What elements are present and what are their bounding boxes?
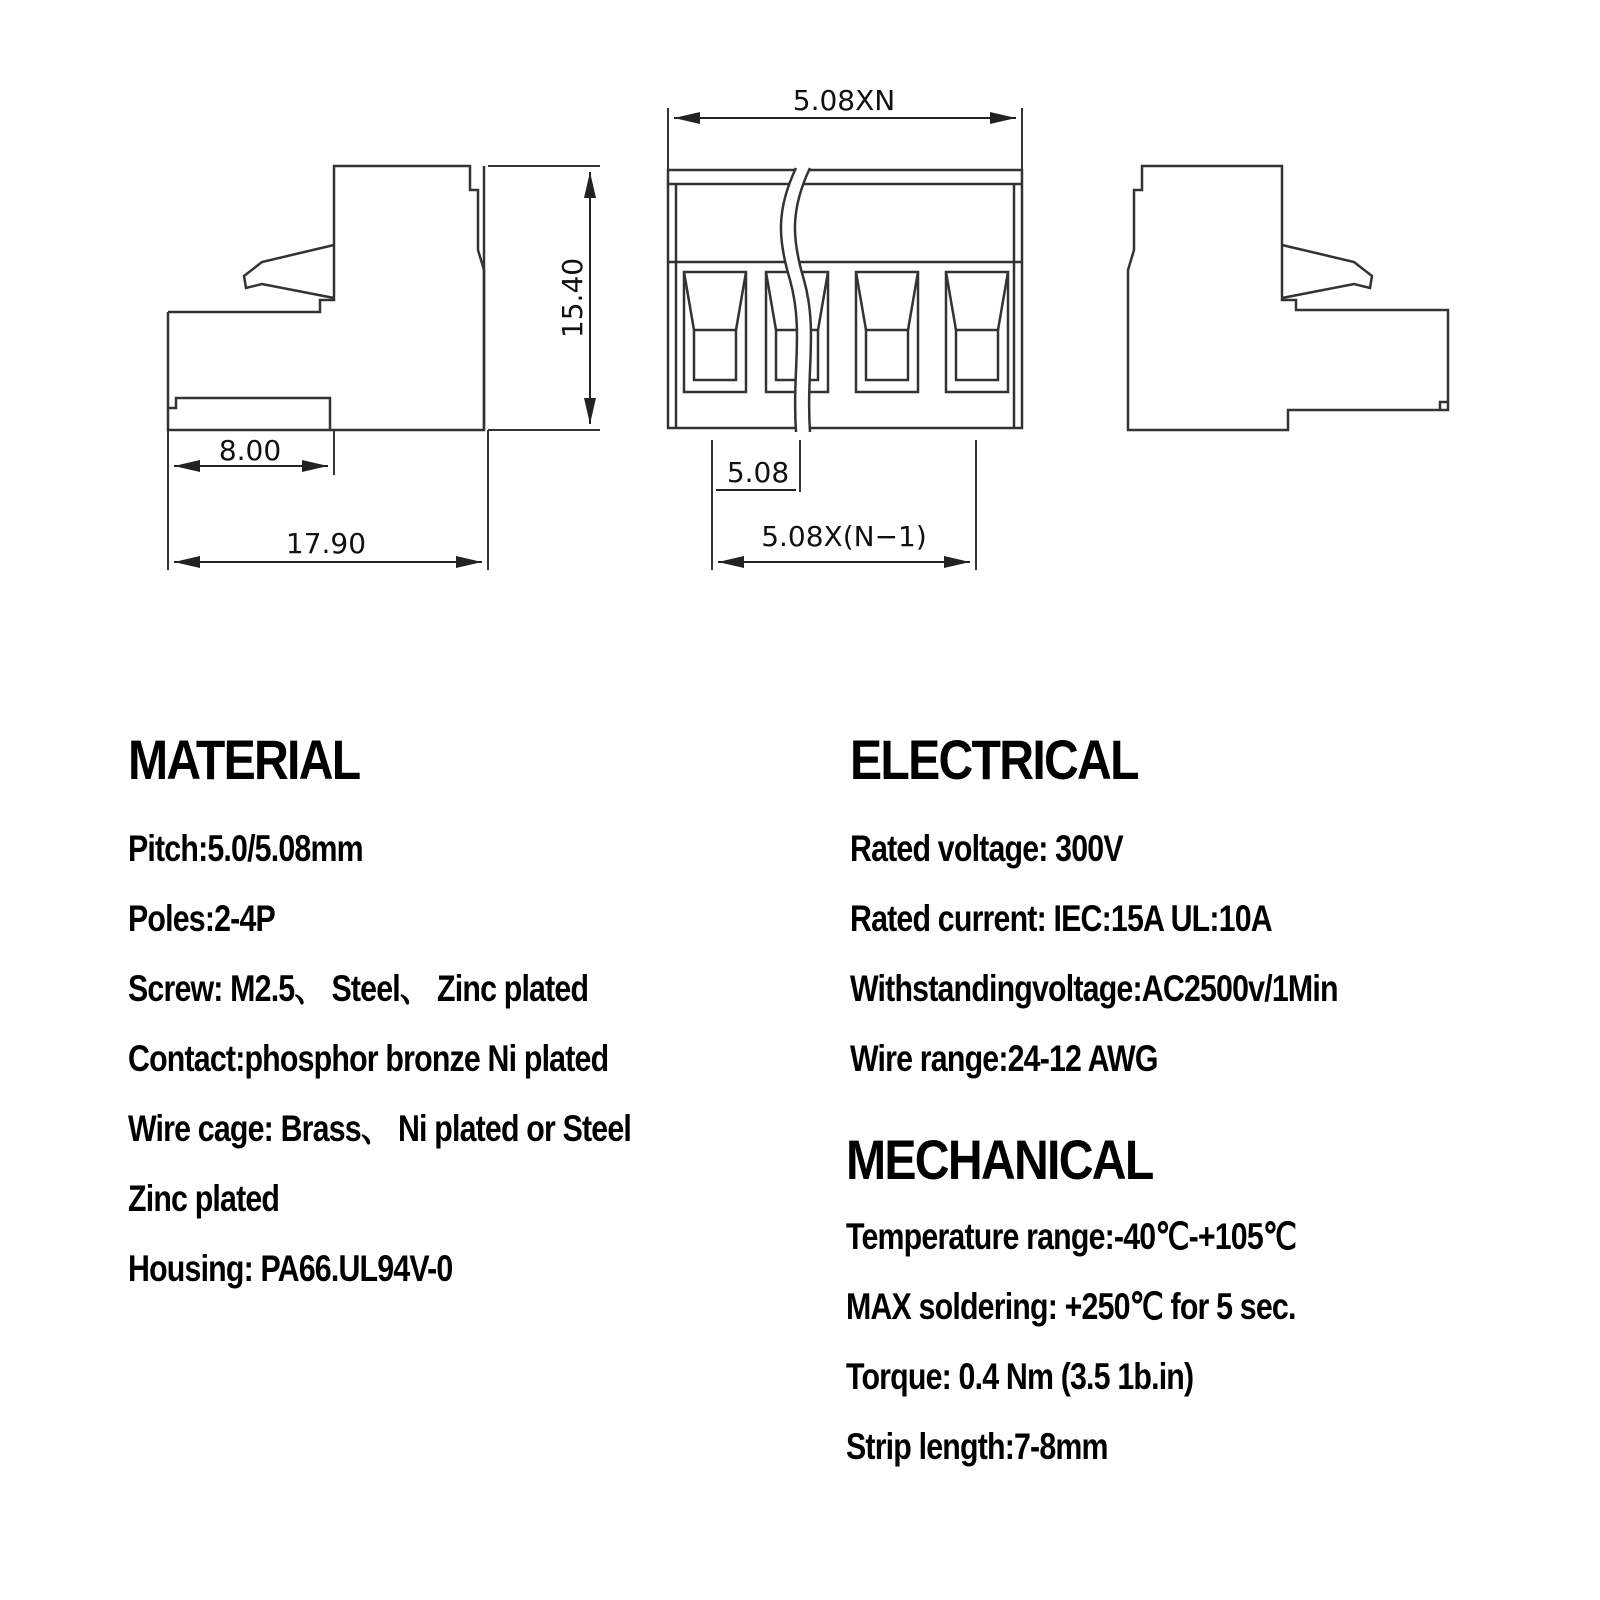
material-item: Pitch:5.0/5.08mm [128, 828, 363, 869]
material-section [128, 728, 768, 1292]
material-item: Housing: PA66.UL94V-0 [128, 1248, 453, 1289]
electrical-item: Wire range:24-12 AWG [850, 1038, 1158, 1079]
material-item: Screw: M2.5、 Steel、 Zinc plated [128, 968, 589, 1009]
material-item: Poles:2-4P [128, 898, 275, 939]
electrical-heading: ELECTRICAL [850, 728, 1138, 791]
mechanical-section [846, 1128, 1546, 1492]
terminal-slot [684, 272, 746, 392]
dim-total-width-label: 5.08XN [792, 84, 896, 117]
dim-pin-span-label: 5.08X(N−1) [761, 520, 927, 553]
technical-drawing [0, 0, 1600, 640]
material-heading: MATERIAL [128, 728, 360, 791]
electrical-item: Rated voltage: 300V [850, 828, 1123, 869]
mechanical-heading: MECHANICAL [846, 1128, 1153, 1191]
electrical-item: Withstandingvoltage:AC2500v/1Min [850, 968, 1338, 1009]
terminal-slot [856, 272, 918, 392]
material-item: Contact:phosphor bronze Ni plated [128, 1038, 609, 1079]
mechanical-item: Temperature range:-40℃-+105℃ [846, 1216, 1297, 1257]
electrical-section [850, 728, 1550, 1092]
dim-pitch-label: 5.08 [726, 456, 790, 489]
mechanical-item: MAX soldering: +250℃ for 5 sec. [846, 1286, 1296, 1327]
material-item: Wire cage: Brass、 Ni plated or Steel [128, 1108, 632, 1149]
mechanical-item: Strip length:7-8mm [846, 1426, 1108, 1467]
right-side-view [1128, 166, 1448, 430]
terminal-slot [946, 272, 1008, 392]
material-item: Zinc plated [128, 1178, 280, 1219]
dim-height-label: 15.40 [556, 257, 589, 339]
dim-plug-depth-label: 8.00 [218, 434, 282, 467]
mechanical-item: Torque: 0.4 Nm (3.5 1b.in) [846, 1356, 1194, 1397]
left-side-view [168, 166, 600, 570]
dim-total-depth-label: 17.90 [285, 527, 367, 560]
front-view [668, 108, 1022, 570]
electrical-item: Rated current: IEC:15A UL:10A [850, 898, 1272, 939]
